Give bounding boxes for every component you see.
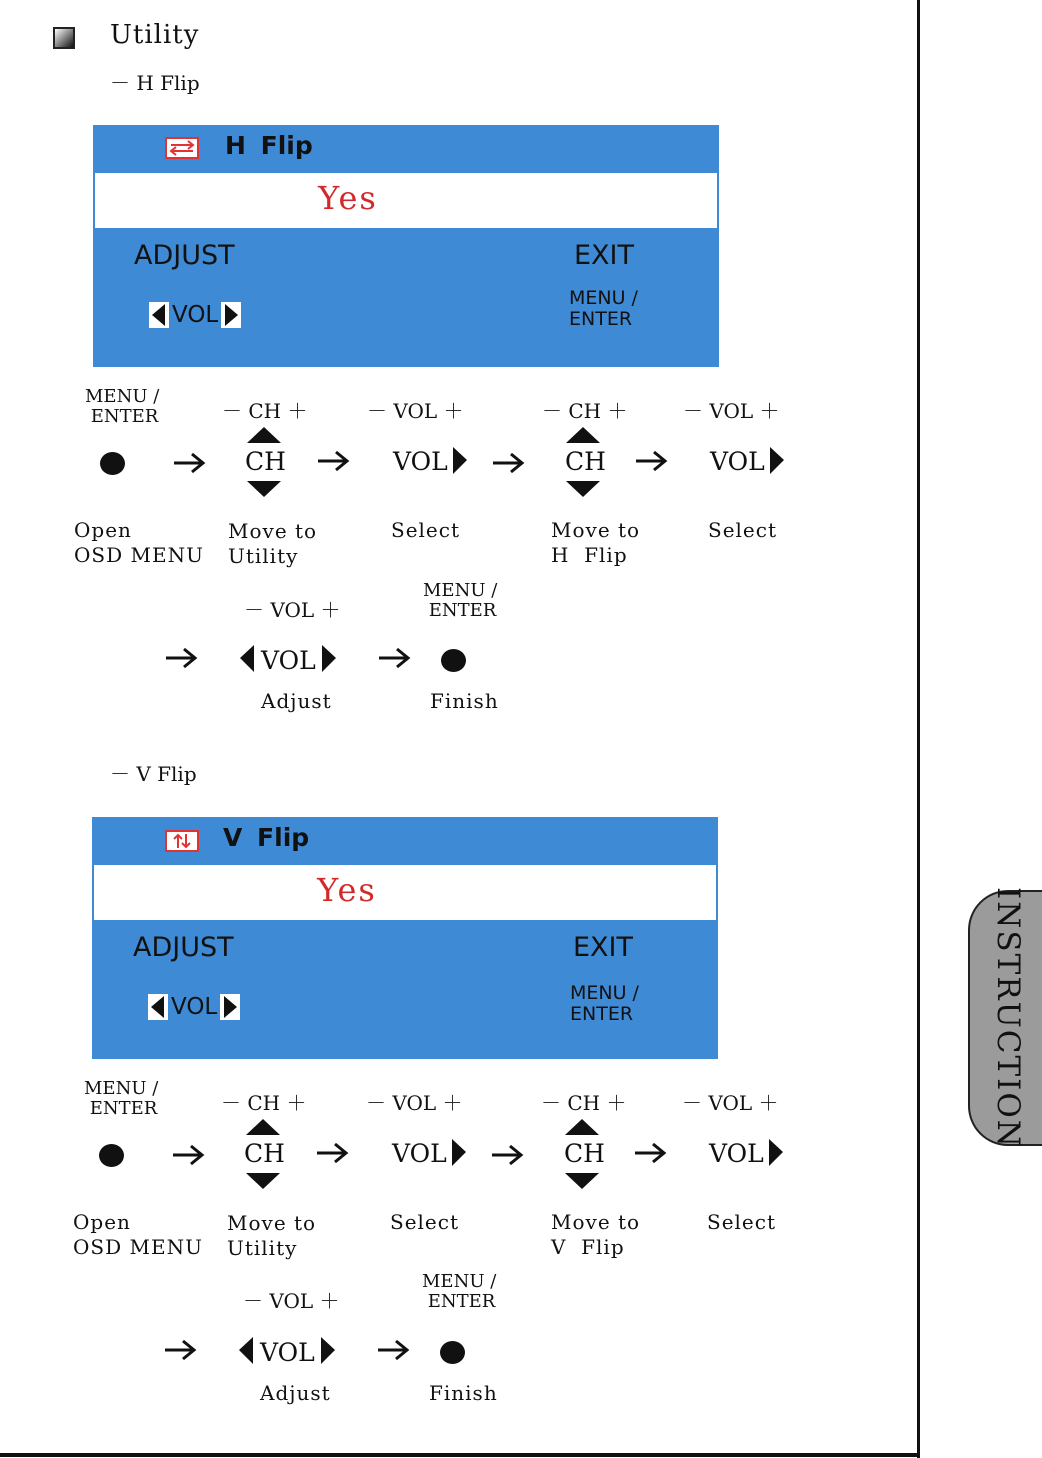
up-triangle-icon (246, 1119, 280, 1135)
step-key-label: － VOL ＋ (244, 598, 341, 622)
step-caption: Select (708, 518, 778, 542)
step-caption: Open OSD MENU (74, 518, 204, 567)
step-key: VOL (392, 1139, 447, 1168)
osd-value: Yes (318, 179, 378, 217)
up-triangle-icon (566, 427, 600, 443)
step-key-label: － CH ＋ (542, 399, 628, 423)
arrow-right-icon (316, 450, 350, 472)
arrow-right-icon (633, 1142, 667, 1164)
left-triangle-icon (149, 302, 169, 328)
osd-value-bar (94, 865, 716, 920)
down-triangle-icon (565, 1173, 599, 1189)
step-key-label: － VOL ＋ (683, 399, 780, 423)
step-caption: Select (707, 1210, 777, 1234)
osd-vol-control (148, 994, 240, 1020)
step-key: CH (565, 447, 606, 476)
right-triangle-icon (770, 447, 784, 474)
step-key-label: MENU / ENTER (422, 1271, 497, 1312)
osd-vol-label: VOL (171, 994, 218, 1020)
osd-title: V Flip (223, 823, 310, 852)
osd-vol-control (149, 302, 241, 328)
step-key: CH (245, 447, 286, 476)
down-triangle-icon (566, 481, 600, 497)
right-triangle-icon (220, 994, 240, 1020)
menu-button-icon (441, 649, 466, 672)
step-key: VOL (393, 447, 448, 476)
step-caption: Move to Utility (227, 1211, 317, 1260)
arrow-right-icon (377, 647, 411, 669)
step-caption: Finish (429, 1381, 498, 1405)
down-triangle-icon (247, 481, 281, 497)
arrow-right-icon (491, 452, 525, 474)
osd-exit-label: EXIT (574, 240, 635, 271)
up-triangle-icon (247, 427, 281, 443)
arrow-right-icon (163, 1339, 197, 1361)
vflip-subtitle: － V Flip (110, 762, 197, 786)
menu-button-icon (100, 452, 125, 475)
page-border-bottom (0, 1453, 920, 1457)
step-key: VOL (709, 1139, 764, 1168)
step-caption: Adjust (261, 689, 332, 713)
arrow-right-icon (315, 1142, 349, 1164)
hflip-key-flow (0, 386, 917, 716)
step-key-label: － CH ＋ (222, 399, 308, 423)
osd-menu-line: MENU / (569, 287, 638, 309)
hflip-osd-panel (93, 125, 719, 367)
osd-enter-line: ENTER (569, 308, 633, 330)
step-key-label: MENU / ENTER (85, 386, 160, 427)
menu-button-icon (440, 1341, 465, 1364)
section-title: Utility (110, 20, 200, 50)
right-triangle-icon (221, 302, 241, 328)
step-caption: Move to H Flip (551, 518, 641, 567)
osd-vol-label: VOL (172, 302, 219, 328)
osd-header (93, 125, 719, 172)
left-triangle-icon (239, 1337, 253, 1364)
arrow-right-icon (171, 1144, 205, 1166)
vertical-flip-icon (165, 830, 199, 852)
horizontal-flip-icon (165, 137, 199, 159)
step-key: VOL (710, 447, 765, 476)
osd-menu-line: MENU / (570, 982, 639, 1004)
step-key: CH (244, 1139, 285, 1168)
right-triangle-icon (453, 447, 467, 474)
step-caption: Open OSD MENU (73, 1210, 203, 1259)
step-key-label: － VOL ＋ (367, 399, 464, 423)
osd-value-bar (95, 173, 717, 228)
osd-adjust-label: ADJUST (134, 240, 235, 271)
arrow-right-icon (172, 452, 206, 474)
step-caption: Select (391, 518, 461, 542)
step-key-label: MENU / ENTER (423, 580, 498, 621)
down-triangle-icon (246, 1173, 280, 1189)
right-triangle-icon (321, 1337, 335, 1364)
arrow-right-icon (164, 647, 198, 669)
osd-menu-enter-label (570, 983, 639, 1025)
step-key-label: － VOL ＋ (682, 1091, 779, 1115)
step-key-label: － VOL ＋ (366, 1091, 463, 1115)
arrow-right-icon (634, 450, 668, 472)
right-triangle-icon (769, 1139, 783, 1166)
page-border-right (917, 0, 920, 1458)
left-triangle-icon (148, 994, 168, 1020)
osd-menu-enter-label (569, 288, 638, 330)
step-key-label: － CH ＋ (221, 1091, 307, 1115)
vflip-key-flow (0, 1078, 916, 1408)
step-caption: Adjust (260, 1381, 331, 1405)
left-triangle-icon (240, 645, 254, 672)
hflip-subtitle: － H Flip (110, 71, 200, 95)
menu-button-icon (99, 1144, 124, 1167)
section-bullet-icon (53, 27, 75, 49)
side-tab-label: INSTRUCTION (990, 887, 1026, 1149)
osd-header (92, 817, 718, 864)
step-caption: Select (390, 1210, 460, 1234)
right-triangle-icon (322, 645, 336, 672)
step-caption: Move to V Flip (551, 1210, 641, 1259)
osd-exit-label: EXIT (573, 932, 634, 963)
osd-value: Yes (317, 871, 377, 909)
step-caption: Finish (430, 689, 499, 713)
arrow-right-icon (376, 1339, 410, 1361)
osd-title: H Flip (225, 131, 313, 160)
right-triangle-icon (452, 1139, 466, 1166)
step-key: CH (564, 1139, 605, 1168)
step-key-label: － CH ＋ (541, 1091, 627, 1115)
osd-enter-line: ENTER (570, 1003, 634, 1025)
step-key: VOL (261, 646, 316, 675)
step-key-label: MENU / ENTER (84, 1078, 159, 1119)
arrow-right-icon (490, 1144, 524, 1166)
step-key-label: － VOL ＋ (243, 1289, 340, 1313)
up-triangle-icon (565, 1119, 599, 1135)
osd-adjust-label: ADJUST (133, 932, 234, 963)
vflip-osd-panel (92, 817, 718, 1059)
step-key: VOL (260, 1338, 315, 1367)
step-caption: Move to Utility (228, 519, 318, 568)
instruction-side-tab (968, 887, 1042, 1149)
